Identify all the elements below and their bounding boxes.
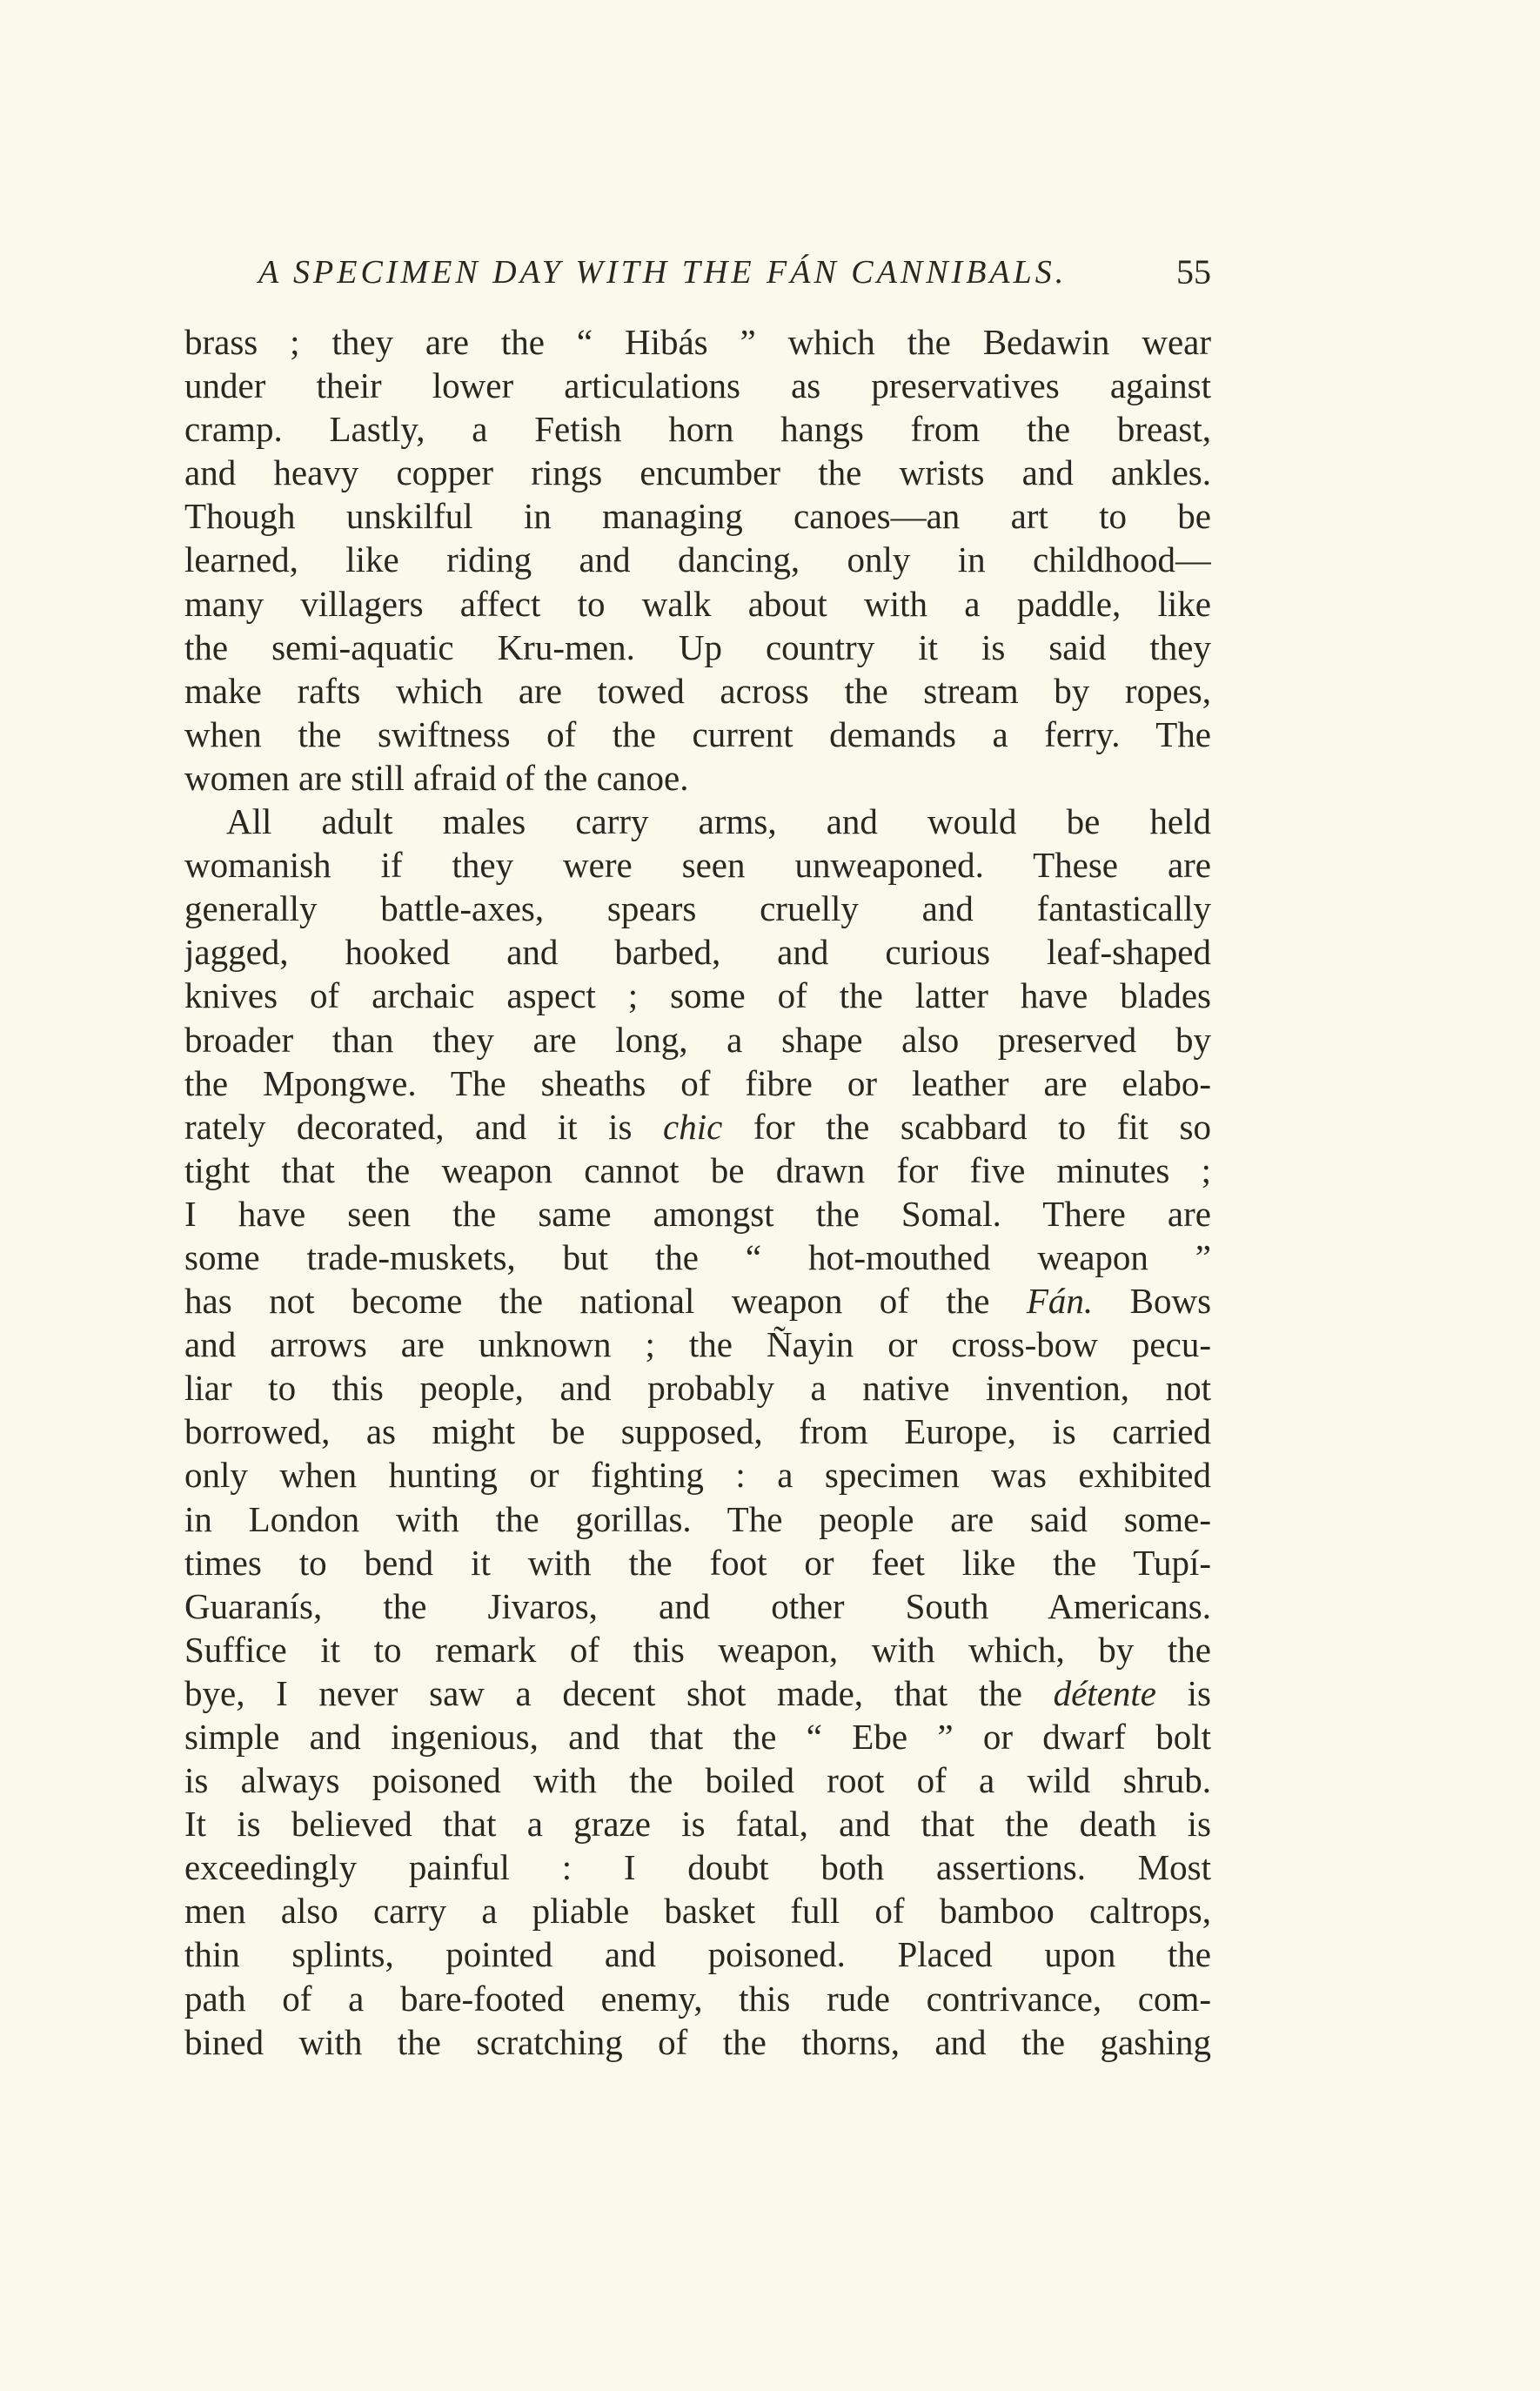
- text-line: Though unskilful in managing canoes—an art to be: [184, 496, 1211, 537]
- text-line: in London with the gorillas. The people are said some-: [184, 1498, 1211, 1539]
- text-line: [184, 1671, 1211, 1715]
- text-line: times to bend it with the foot or feet like the Tupí-: [184, 1542, 1211, 1583]
- italic-word: chic: [663, 1106, 723, 1147]
- text-line: Guaranís, the Jivaros, and other South Americans.: [184, 1585, 1211, 1626]
- text-line: tight that the weapon cannot be drawn for five minutes ;: [184, 1149, 1211, 1190]
- text-line: path of a bare-footed enemy, this rude contrivance, com-: [184, 1978, 1211, 2019]
- text-line: many villagers affect to walk about with a paddle, like: [184, 583, 1211, 624]
- text-line: men also carry a pliable basket full of bamboo caltrops,: [184, 1891, 1211, 1932]
- text-line: learned, like riding and dancing, only in childhood—: [184, 539, 1211, 580]
- text-line: Suffice it to remark of this weapon, with which, by the: [184, 1629, 1211, 1670]
- text-line: cramp. Lastly, a Fetish horn hangs from the breast,: [184, 409, 1211, 450]
- text-line: [184, 1279, 1211, 1323]
- text-run: bye, I never saw a decent shot made, that the: [184, 1672, 1022, 1713]
- italic-word: Fán.: [1026, 1281, 1094, 1322]
- text-run: has not become the national weapon of the: [184, 1281, 990, 1322]
- text-line: and arrows are unknown ; the Ñayin or cross-bow pecu-: [184, 1324, 1211, 1365]
- text-line: brass ; they are the “ Hibás ” which the Bedawin wear: [184, 322, 1211, 362]
- text-line: bined with the scratching of the thorns, and the gashing: [184, 2021, 1211, 2062]
- page-header: [184, 246, 1211, 298]
- text-line: exceedingly painful : I doubt both assertions. Most: [184, 1847, 1211, 1888]
- text-run: for the scabbard to fit so: [753, 1106, 1211, 1147]
- text-line: only when hunting or fighting : a specimen was exhibited: [184, 1455, 1211, 1496]
- italic-word: détente: [1053, 1672, 1156, 1713]
- text-line: womanish if they were seen unweaponed. These are: [184, 845, 1211, 886]
- text-line: make rafts which are towed across the stream by ropes,: [184, 670, 1211, 711]
- text-line: borrowed, as might be supposed, from Europe, is carried: [184, 1411, 1211, 1452]
- body-text: [184, 320, 1211, 2064]
- text-line: All adult males carry arms, and would be held: [226, 801, 1211, 842]
- text-line: It is believed that a graze is fatal, and that the death is: [184, 1804, 1211, 1845]
- text-run: rately decorated, and it is: [184, 1106, 633, 1147]
- text-line: broader than they are long, a shape also preserved by: [184, 1019, 1211, 1060]
- text-line: knives of archaic aspect ; some of the latter have blades: [184, 975, 1211, 1016]
- running-title: A SPECIMEN DAY WITH THE FÁN CANNIBALS.: [258, 254, 1068, 291]
- page-number: 55: [1176, 252, 1211, 291]
- text-line: is always poisoned with the boiled root of a wild shrub.: [184, 1760, 1211, 1801]
- text-run: is: [1187, 1672, 1211, 1713]
- text-line: generally battle-axes, spears cruelly and fantastically: [184, 888, 1211, 929]
- text-line: liar to this people, and probably a native invention, not: [184, 1368, 1211, 1409]
- text-line: and heavy copper rings encumber the wrists and ankles.: [184, 452, 1211, 493]
- text-line: jagged, hooked and barbed, and curious leaf-shaped: [184, 932, 1211, 973]
- text-line: thin splints, pointed and poisoned. Placed upon the: [184, 1934, 1211, 1975]
- text-line: some trade-muskets, but the “ hot-mouthed weapon ”: [184, 1236, 1211, 1277]
- text-line: the Mpongwe. The sheaths of fibre or leather are elabo-: [184, 1062, 1211, 1103]
- text-line: simple and ingenious, and that the “ Ebe ” or dwarf bolt: [184, 1717, 1211, 1757]
- text-line: women are still afraid of the canoe.: [184, 757, 689, 798]
- text-line: [184, 1105, 1211, 1149]
- text-line: when the swiftness of the current demands a ferry. The: [184, 713, 1211, 754]
- text-line: under their lower articulations as preservatives against: [184, 365, 1211, 406]
- text-line: I have seen the same amongst the Somal. There are: [184, 1193, 1211, 1234]
- text-run: Bows: [1129, 1281, 1211, 1322]
- text-line: the semi-aquatic Kru-men. Up country it is said they: [184, 626, 1211, 667]
